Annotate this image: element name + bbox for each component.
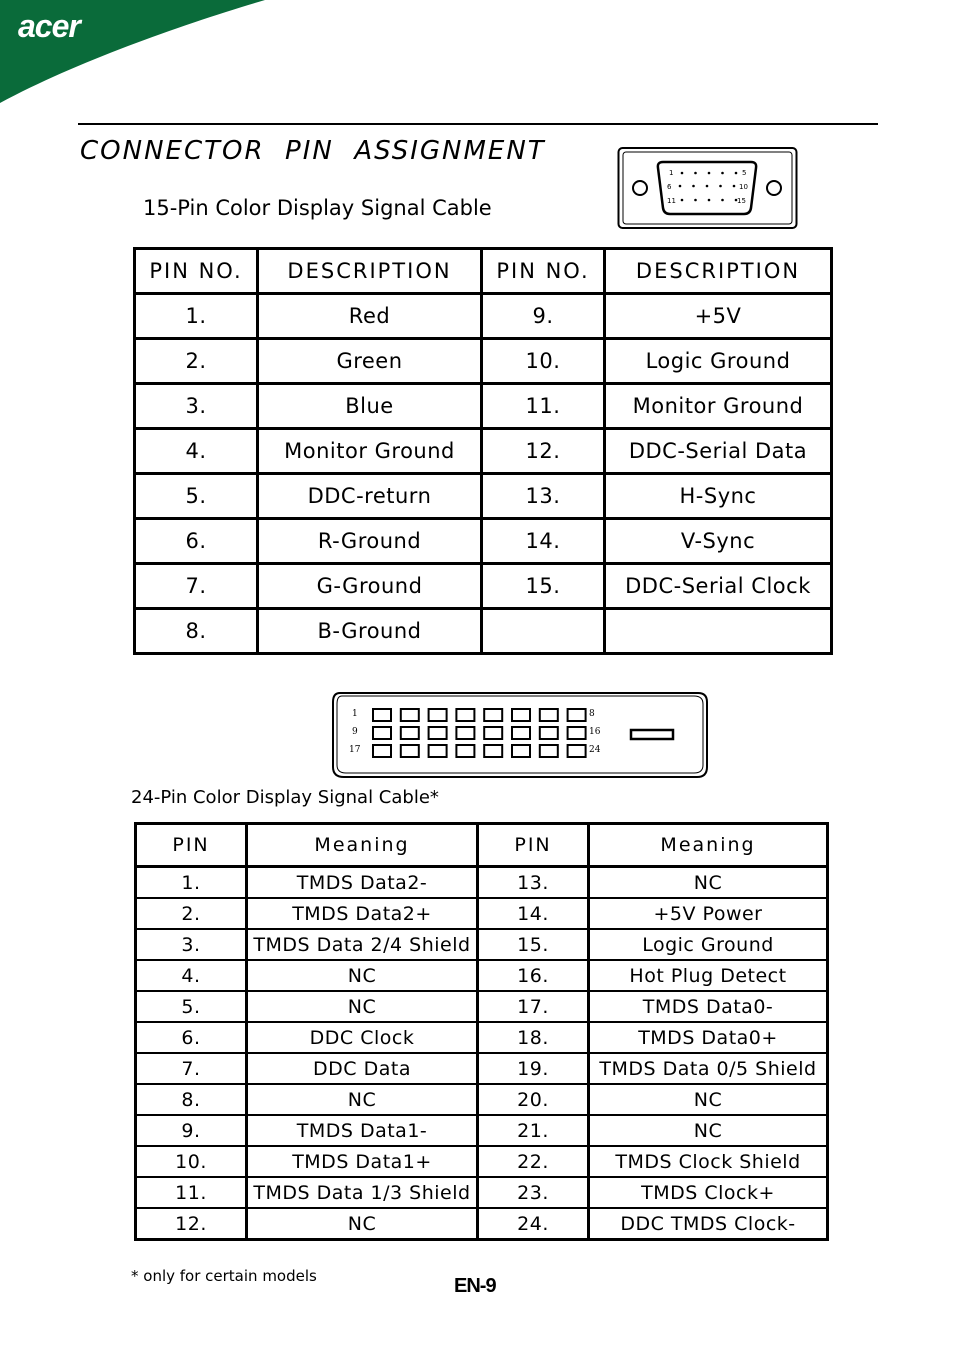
- dvi-pin: [373, 727, 391, 739]
- table-row: [135, 609, 832, 654]
- vga-pin-dot: [708, 172, 711, 175]
- dvi-pin-number: 7.: [136, 1053, 247, 1084]
- table-row: [136, 867, 828, 899]
- dvi-pin-number: 16.: [478, 960, 589, 991]
- vga-pin-dot: [733, 185, 736, 188]
- dvi-pin-number: 14.: [478, 898, 589, 929]
- dvi-right-label-16: 16: [589, 727, 601, 737]
- vga-pin-number: 7.: [135, 564, 258, 609]
- dvi-pin: [512, 709, 530, 721]
- dvi-pin-description: NC: [589, 1115, 828, 1146]
- vga-pin-label-15: 15: [737, 197, 746, 205]
- table-row: [135, 564, 832, 609]
- dvi-header-cell: Meaning: [247, 824, 478, 867]
- vga-pin-description: +5V: [605, 294, 832, 339]
- dvi-pin: [373, 745, 391, 757]
- dvi-pin-number: 20.: [478, 1084, 589, 1115]
- vga-pin-label-10: 10: [739, 183, 748, 191]
- table-row: [136, 898, 828, 929]
- vga-pin-description: Logic Ground: [605, 339, 832, 384]
- vga-pin-number: 4.: [135, 429, 258, 474]
- dvi-pin-description: TMDS Data2-: [247, 867, 478, 899]
- vga-pin-description: Red: [258, 294, 482, 339]
- dvi-header-cell: PIN: [136, 824, 247, 867]
- dvi-pin: [484, 727, 502, 739]
- table-row: [135, 294, 832, 339]
- dvi-pin-description: TMDS Clock+: [589, 1177, 828, 1208]
- table-row: [135, 429, 832, 474]
- dvi-pin-description: TMDS Data2+: [247, 898, 478, 929]
- dvi-pin-number: 13.: [478, 867, 589, 899]
- dvi-pin: [401, 709, 419, 721]
- vga-pin-number: 11.: [482, 384, 605, 429]
- vga-pin-number: [482, 609, 605, 654]
- table-row: [136, 1084, 828, 1115]
- vga-pin-description: R-Ground: [258, 519, 482, 564]
- dvi-pin: [429, 745, 447, 757]
- vga-pin-number: 15.: [482, 564, 605, 609]
- vga-pin-description: Blue: [258, 384, 482, 429]
- vga-cable-title: 15-Pin Color Display Signal Cable: [143, 196, 492, 220]
- dvi-pin-description: NC: [247, 1208, 478, 1240]
- table-row: [136, 960, 828, 991]
- vga-pin-dot: [692, 185, 695, 188]
- dvi-pin: [456, 745, 474, 757]
- page-number: EN-9: [454, 1275, 496, 1297]
- dvi-pin: [401, 745, 419, 757]
- dvi-pin-description: +5V Power: [589, 898, 828, 929]
- vga-pin-description: H-Sync: [605, 474, 832, 519]
- dvi-pin-table: [134, 822, 829, 1241]
- dvi-pin: [456, 709, 474, 721]
- vga-pin-dot: [681, 172, 684, 175]
- dvi-pin-number: 24.: [478, 1208, 589, 1240]
- table-row: [136, 1115, 828, 1146]
- dvi-pin-description: NC: [247, 991, 478, 1022]
- dvi-pin-number: 4.: [136, 960, 247, 991]
- dvi-pin-number: 15.: [478, 929, 589, 960]
- dvi-left-label-9: 9: [352, 727, 358, 737]
- dvi-pin-description: NC: [589, 1084, 828, 1115]
- vga-pin-dot: [681, 199, 684, 202]
- vga-pin-number: 6.: [135, 519, 258, 564]
- dvi-header-cell: Meaning: [589, 824, 828, 867]
- vga-header-cell: PIN NO.: [135, 249, 258, 294]
- vga-pin-description: DDC-Serial Clock: [605, 564, 832, 609]
- vga-pin-description: Monitor Ground: [605, 384, 832, 429]
- dvi-pin-number: 23.: [478, 1177, 589, 1208]
- vga-pin-description: B-Ground: [258, 609, 482, 654]
- vga-header-cell: DESCRIPTION: [605, 249, 832, 294]
- dvi-pin-number: 8.: [136, 1084, 247, 1115]
- vga-header-row: [135, 249, 832, 294]
- vga-pin-number: 8.: [135, 609, 258, 654]
- vga-connector-diagram: [617, 146, 799, 230]
- vga-pin-number: 3.: [135, 384, 258, 429]
- dvi-pin-number: 10.: [136, 1146, 247, 1177]
- dvi-pin-description: DDC Clock: [247, 1022, 478, 1053]
- vga-pin-number: 10.: [482, 339, 605, 384]
- dvi-pin: [429, 709, 447, 721]
- dvi-cable-title: 24-Pin Color Display Signal Cable*: [131, 787, 439, 808]
- dvi-pin-description: DDC Data: [247, 1053, 478, 1084]
- table-row: [135, 384, 832, 429]
- dvi-pin-number: 22.: [478, 1146, 589, 1177]
- vga-pin-label-5: 5: [742, 169, 747, 177]
- dvi-pin-description: TMDS Data1-: [247, 1115, 478, 1146]
- dvi-header-row: [136, 824, 828, 867]
- vga-pin-description: G-Ground: [258, 564, 482, 609]
- vga-pin-dot: [721, 172, 724, 175]
- dvi-pin-number: 11.: [136, 1177, 247, 1208]
- dvi-pin: [540, 745, 558, 757]
- table-row: [136, 1053, 828, 1084]
- vga-pin-dot: [708, 199, 711, 202]
- vga-pin-table: [133, 247, 833, 655]
- vga-pin-dot: [721, 199, 724, 202]
- dvi-pin: [484, 709, 502, 721]
- table-row: [136, 991, 828, 1022]
- dvi-pin: [568, 709, 586, 721]
- dvi-pin: [401, 727, 419, 739]
- vga-pin-dot: [735, 172, 738, 175]
- table-row: [135, 519, 832, 564]
- dvi-pin: [373, 709, 391, 721]
- dvi-pin-description: DDC TMDS Clock-: [589, 1208, 828, 1240]
- vga-pin-label-11: 11: [667, 197, 676, 205]
- vga-pin-description: DDC-return: [258, 474, 482, 519]
- table-row: [136, 1022, 828, 1053]
- vga-header-cell: PIN NO.: [482, 249, 605, 294]
- vga-pin-description: [605, 609, 832, 654]
- dvi-pin: [429, 727, 447, 739]
- dvi-pin: [540, 727, 558, 739]
- dvi-pin-number: 21.: [478, 1115, 589, 1146]
- vga-pin-dot: [719, 185, 722, 188]
- dvi-pin-description: TMDS Data1+: [247, 1146, 478, 1177]
- dvi-pin-number: 9.: [136, 1115, 247, 1146]
- dvi-pin-description: NC: [247, 1084, 478, 1115]
- vga-pin-number: 2.: [135, 339, 258, 384]
- dvi-pin: [512, 745, 530, 757]
- acer-logo: acer: [18, 8, 80, 44]
- dvi-pin: [540, 709, 558, 721]
- dvi-right-label-8: 8: [589, 709, 595, 719]
- dvi-pin-description: Hot Plug Detect: [589, 960, 828, 991]
- dvi-pin-number: 1.: [136, 867, 247, 899]
- dvi-left-label-1: 1: [352, 709, 358, 719]
- header-rule: [78, 123, 878, 125]
- table-row: [136, 1177, 828, 1208]
- dvi-pin: [568, 727, 586, 739]
- dvi-left-label-17: 17: [349, 745, 361, 755]
- dvi-pin-number: 2.: [136, 898, 247, 929]
- dvi-connector-diagram: [330, 691, 710, 779]
- dvi-pin-number: 17.: [478, 991, 589, 1022]
- dvi-pin: [456, 727, 474, 739]
- dvi-pin-number: 12.: [136, 1208, 247, 1240]
- vga-pin-number: 13.: [482, 474, 605, 519]
- dvi-pin-description: TMDS Data 0/5 Shield: [589, 1053, 828, 1084]
- vga-header-cell: DESCRIPTION: [258, 249, 482, 294]
- vga-pin-number: 5.: [135, 474, 258, 519]
- dvi-pin-description: NC: [589, 867, 828, 899]
- dvi-pin-number: 18.: [478, 1022, 589, 1053]
- vga-pin-number: 9.: [482, 294, 605, 339]
- vga-pin-number: 12.: [482, 429, 605, 474]
- vga-pin-label-1: 1: [669, 169, 674, 177]
- dvi-pin-description: NC: [247, 960, 478, 991]
- vga-pin-description: V-Sync: [605, 519, 832, 564]
- vga-pin-dot: [706, 185, 709, 188]
- page-title: CONNECTOR PIN ASSIGNMENT: [80, 136, 546, 166]
- vga-pin-description: Monitor Ground: [258, 429, 482, 474]
- vga-pin-dot: [694, 199, 697, 202]
- dvi-pin-description: TMDS Clock Shield: [589, 1146, 828, 1177]
- dvi-pin: [568, 745, 586, 757]
- table-row: [136, 1146, 828, 1177]
- dvi-pin-number: 5.: [136, 991, 247, 1022]
- dvi-pin-number: 19.: [478, 1053, 589, 1084]
- dvi-pin-description: TMDS Data0+: [589, 1022, 828, 1053]
- vga-pin-dot: [694, 172, 697, 175]
- dvi-right-label-24: 24: [589, 745, 601, 755]
- vga-pin-number: 14.: [482, 519, 605, 564]
- dvi-pin: [484, 745, 502, 757]
- dvi-pin-number: 6.: [136, 1022, 247, 1053]
- vga-pin-dot: [679, 185, 682, 188]
- vga-pin-number: 1.: [135, 294, 258, 339]
- vga-pin-description: DDC-Serial Data: [605, 429, 832, 474]
- dvi-pin-description: TMDS Data0-: [589, 991, 828, 1022]
- dvi-pin-description: TMDS Data 1/3 Shield: [247, 1177, 478, 1208]
- vga-pin-description: Green: [258, 339, 482, 384]
- dvi-pin: [512, 727, 530, 739]
- vga-pin-label-6: 6: [667, 183, 672, 191]
- dvi-pin-description: TMDS Data 2/4 Shield: [247, 929, 478, 960]
- footnote: * only for certain models: [131, 1267, 317, 1285]
- dvi-header-cell: PIN: [478, 824, 589, 867]
- table-row: [135, 339, 832, 384]
- table-row: [136, 929, 828, 960]
- table-row: [136, 1208, 828, 1240]
- table-row: [135, 474, 832, 519]
- dvi-pin-description: Logic Ground: [589, 929, 828, 960]
- dvi-pin-number: 3.: [136, 929, 247, 960]
